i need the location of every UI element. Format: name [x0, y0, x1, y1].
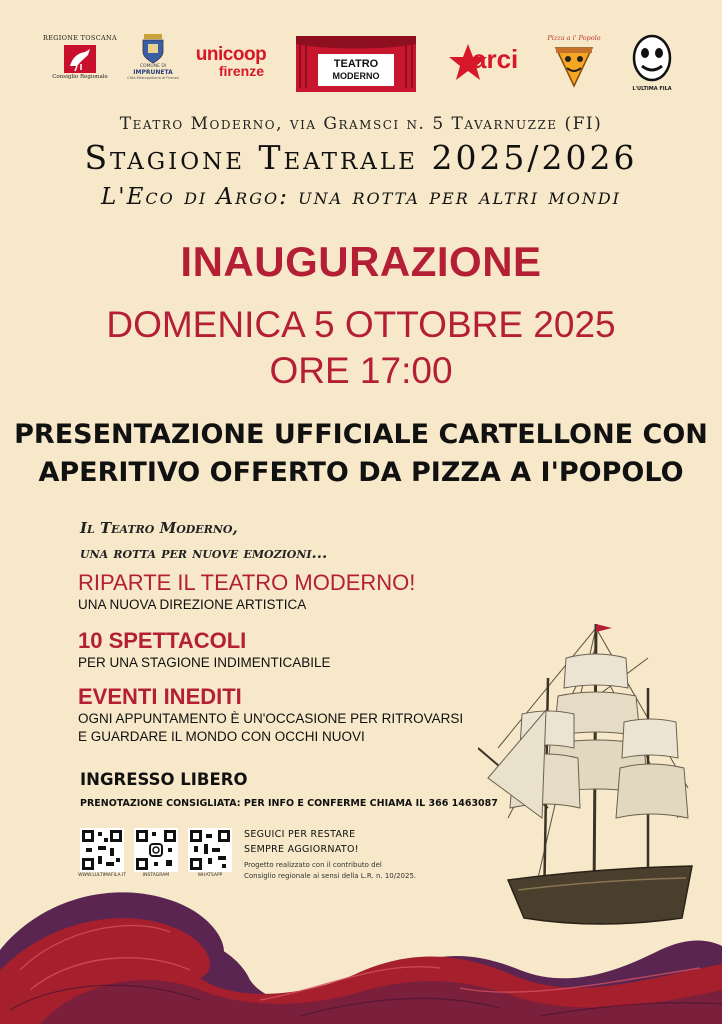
follow-us-text: SEGUICI PER RESTARE SEMPRE AGGIORNATO! — [244, 829, 359, 855]
presentation-text — [0, 416, 722, 492]
funding-note: Progetto realizzato con il contributo del Consiglio regionale ai sensi della L.R. n. 10/2025. — [244, 861, 417, 880]
season-title: Stagione Teatrale 2025/2026 — [84, 138, 638, 177]
feature-heading: EVENTI INEDITI — [78, 684, 242, 709]
coat-of-arms-icon — [140, 34, 166, 64]
pegasus-icon — [63, 44, 97, 74]
logo-text: unicoop — [195, 44, 267, 65]
teatro-moderno-logo — [296, 36, 416, 92]
free-entry-label: INGRESSO LIBERO — [80, 770, 248, 789]
feature-heading: 10 SPETTACOLI — [78, 628, 247, 653]
feature-body: PER UNA STAGIONE INDIMENTICABILE — [78, 655, 331, 670]
pizza-slice-icon — [552, 42, 596, 88]
ultima-fila-logo — [622, 34, 682, 92]
presentation-line: PRESENTAZIONE UFFICIALE CARTELLONE CON — [14, 419, 708, 450]
event-time: ORE 17:00 — [269, 350, 453, 391]
sea-waves-illustration — [0, 860, 722, 1024]
qr-caption: WHATSAPP — [197, 873, 223, 878]
logo-text: arci — [472, 44, 519, 74]
logo-text: L'ULTIMA FILA — [632, 86, 672, 92]
presentation-line: APERITIVO OFFERTO DA PIZZA A I'POPOLO — [38, 457, 684, 488]
logo-text: COMUNE DI — [139, 64, 167, 69]
feature-body: OGNI APPUNTAMENTO È UN'OCCASIONE PER RITROVARSI E GUARDARE IL MONDO CON OCCHI NUOVI — [78, 711, 464, 744]
pizza-a-i-popolo-logo — [546, 34, 602, 88]
feature-item — [78, 628, 331, 672]
comune-impruneta-logo — [124, 34, 182, 80]
logo-text: MODERNO — [332, 71, 380, 81]
season-subtitle: L'Eco di Argo: una rotta per altri mondi — [101, 184, 621, 210]
unicoop-firenze-logo — [190, 46, 272, 78]
qr-caption: INSTAGRAM — [142, 873, 170, 878]
feature-body: UNA NUOVA DIREZIONE ARTISTICA — [78, 597, 307, 612]
venue-address: Teatro Moderno, via Gramsci n. 5 Tavarnuzze (FI) — [119, 114, 603, 134]
feature-heading: RIPARTE IL TEATRO MODERNO! — [78, 570, 416, 595]
feature-item — [78, 684, 463, 746]
feature-item — [78, 570, 415, 614]
intro-line: una rotta per nuove emozioni... — [80, 544, 328, 562]
intro-line: Il Teatro Moderno, — [80, 519, 238, 537]
qr-caption: WWW.LULTIMAFILA.IT — [78, 873, 126, 878]
logo-text: Città Metropolitana di Firenze — [127, 76, 179, 80]
logo-row — [40, 34, 682, 96]
logo-text: firenze — [218, 63, 264, 79]
booking-info: PRENOTAZIONE CONSIGLIATA: PER INFO E CONFERME CHIAMA IL 366 1463087 — [80, 798, 498, 809]
arci-logo — [448, 38, 524, 88]
logo-text: Pizza a i' Popolo — [547, 34, 601, 42]
theater-masks-icon — [628, 34, 676, 86]
event-title: INAUGURAZIONE — [180, 238, 542, 285]
event-date: DOMENICA 5 OTTOBRE 2025 — [106, 304, 616, 345]
logo-text: IMPRUNETA — [133, 69, 173, 76]
logo-text: REGIONE TOSCANA — [43, 34, 117, 42]
intro-tagline — [80, 516, 327, 566]
logo-text: TEATRO — [333, 58, 379, 70]
regione-toscana-logo — [40, 34, 120, 80]
logo-text: Consiglio Regionale — [52, 74, 108, 80]
